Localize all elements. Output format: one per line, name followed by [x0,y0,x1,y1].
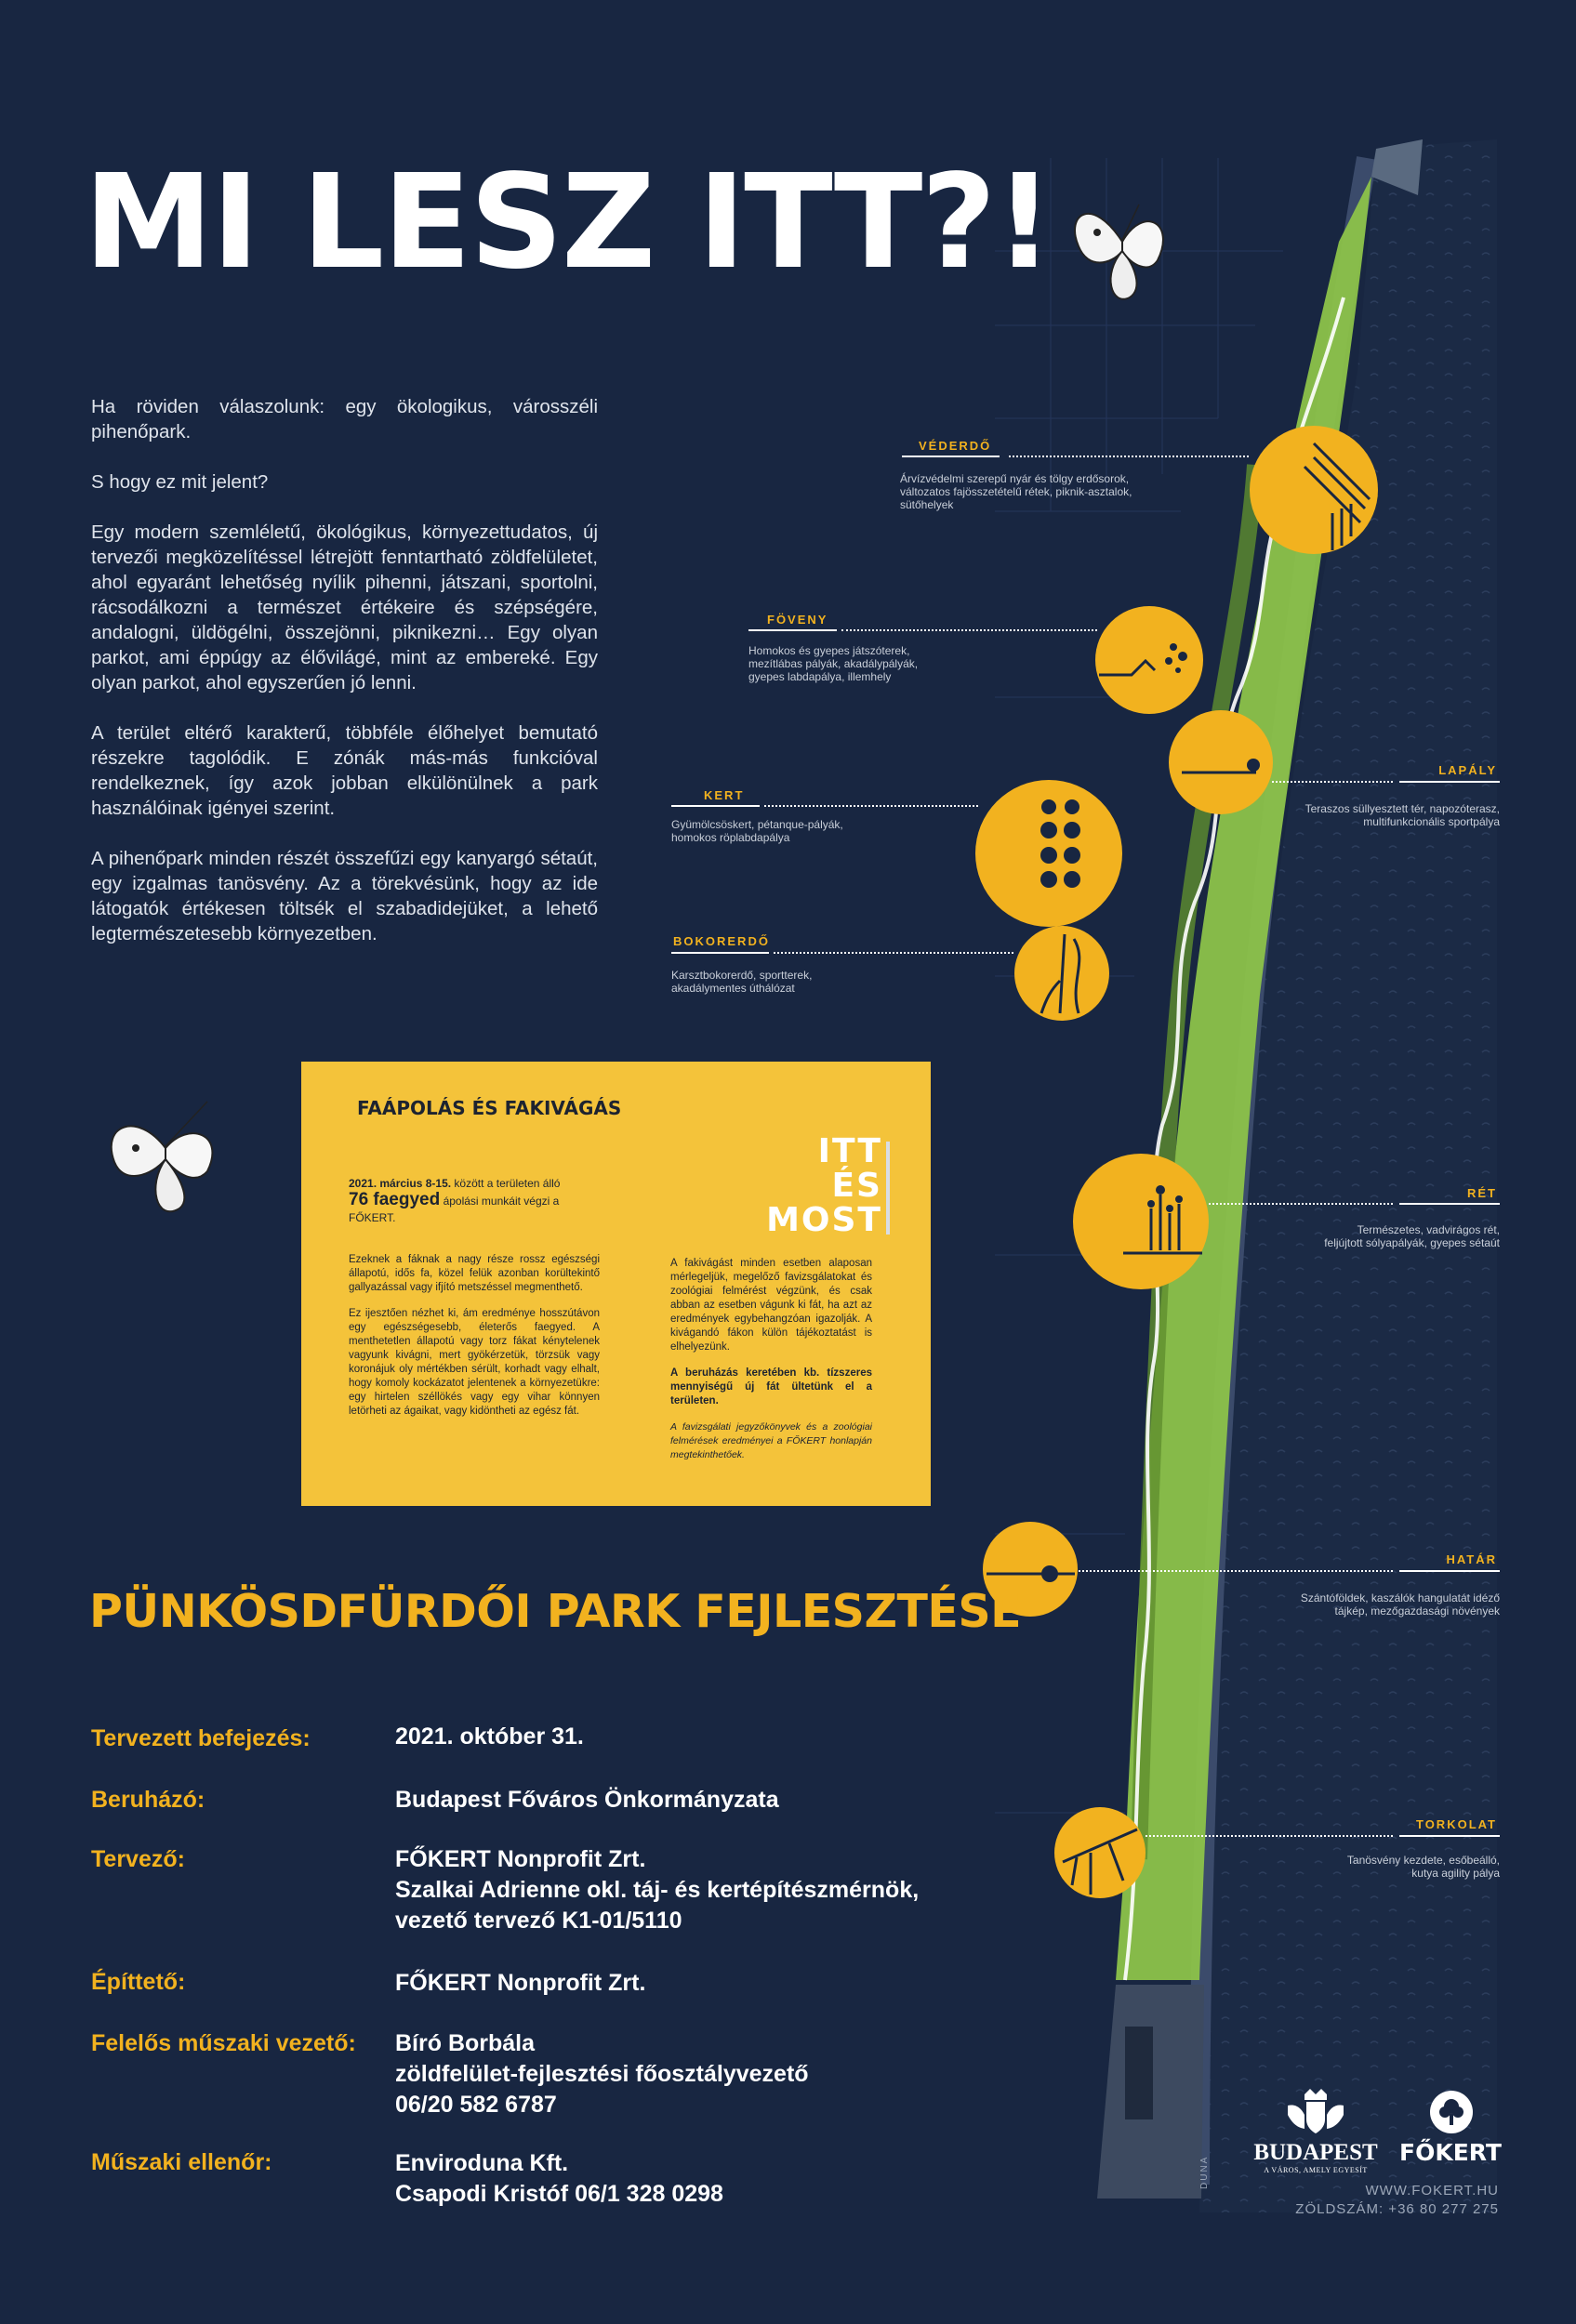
zone-kert-underline [671,805,760,807]
itt-divider [886,1142,890,1235]
intro-paragraph-5: A pihenőpark minden részét összefűzi egy kanyargó sétaút, egy izgalmas tanösvény. Az a törekvésünk, hogy az ide látogatók értékesen töltsék el szabadidejüket, a lehető legtermészetesebb környezetben. [91,848,598,944]
zone-vederdo-underline [902,456,1000,457]
zone-kert-title: KERT [704,788,745,802]
intro-text [91,394,598,971]
notice-date [349,1175,600,1226]
zone-ret-underline [1399,1203,1500,1205]
intro-paragraph-3: Egy modern szemléletű, ökológikus, környezettudatos, új tervezői megközelítéssel létrejött fenntartható zöldfelületet, ahol egyaránt lehetőség nyílik pihenni, játszani, sportolni, rácsodálkozni a természet értékeire és szépségére, andalogni, üldögélni, összejönni, piknikezni… Egy olyan parkot, ami éppúgy az élővilágé, mint az embereké. Egy olyan parkot, ahol egyszerűen jó lenni. [91,522,598,693]
park-title: PÜNKÖSDFÜRDŐI PARK FEJLESZTÉSE [89,1585,1022,1638]
budapest-logo-text: BUDAPEST [1253,2140,1378,2165]
zone-torkolat-leader [1146,1835,1393,1837]
butterfly-illustration-left [91,1092,245,1232]
completion-label: Tervezett befejezés: [91,1725,311,1751]
manager-value: Bíró Borbála zöldfelület-fejlesztési főosztályvezető 06/20 582 6787 [395,2030,809,2118]
zone-kert-leader [764,805,978,807]
zone-foveny-leader [841,629,1097,631]
notice-right-paragraph-1: A fakivágást minden esetben alaposan mérlegeljük, megelőző favizsgálatokat és zoológiai felmérést végzünk, és csak abban az esetben vágunk ki fát, ha azt az eredmények egybehangzóan igazolják. A kivágandó fákon külön tájékoztatást is elhelyezünk. [670,1258,872,1353]
notice-title: FAÁPOLÁS ÉS FAKIVÁGÁS [357,1097,622,1119]
notice-count-rest: ápolási munkáit végzi a FŐKERT. [349,1195,560,1224]
notice-date-rest: között a területen álló [451,1177,561,1190]
zone-ret-leader [1209,1203,1393,1205]
most-label: MOST [766,1201,882,1239]
tree-care-notice [301,1062,931,1506]
zone-foveny-desc: Homokos és gyepes játszóterek, mezítlábas pályák, akadálypályák, gyepes labdapálya, illemhely [748,644,919,683]
designer-label: Tervező: [91,1846,185,1872]
zone-lapaly-underline [1399,781,1500,783]
river-label: DUNA [1199,2155,1210,2189]
kert-zone-icon [974,779,1123,928]
notice-left-paragraph-1: Ezeknek a fáknak a nagy része rossz egészségi állapotú, idős fa, közel felük azonban korültekintő gallyazással vagy ifjító metszéssel megmenthető. [349,1254,600,1293]
builder-value: FŐKERT Nonprofit Zrt. [395,1970,646,1996]
zone-ret-title: RÉT [1467,1186,1497,1200]
zone-ret-desc: Természetes, vadvirágos rét, feljújtott sólyapályák, gyepes sétaút [1324,1223,1500,1249]
notice-date-bold: 2021. március 8-15. [349,1177,452,1190]
notice-left-column [349,1253,600,1431]
zone-hatar-underline [1399,1570,1500,1572]
budapest-logo-tagline: A VÁROS, AMELY EGYESÍT [1264,2166,1368,2174]
notice-left-paragraph-2: Ez ijesztően nézhet ki, ám eredménye hosszútávon egy egészségesebb, életerős faegyed. A menthetetlen állapotú vagy torz fákat kénytelenek vagyunk kivágni, mert gyökérzetük, törzsük vagy koronájuk oly mértékben sérült, korhadt vagy elhalt, hogy komoly kockázatot jelentenek a környezetükre: egy hirtelen széllökés vagy egy vihar könnyen letörheti az ágaikat, vagy kidöntheti az egész fát. [349,1308,600,1417]
ret-zone-icon [1072,1153,1210,1290]
lapaly-zone-icon [1168,709,1274,815]
notice-right-paragraph-3: A favizsgálati jegyzőkönyvek és a zoológiai felmérések eredményei a FŐKERT honlapján megtekinthetőek. [670,1421,872,1460]
budapest-crest-icon [1278,2087,1353,2138]
bokorerdo-zone-icon [1013,925,1110,1022]
zone-foveny-title: FÖVENY [767,613,828,627]
notice-right-column [670,1257,872,1474]
zone-lapaly-desc: Teraszos süllyesztett tér, napozóterasz, multifunkcionális sportpálya [1305,802,1500,828]
page-title: MI LESZ ITT?! [84,147,1053,298]
torkolat-zone-icon [1053,1806,1146,1899]
notice-count-bold: 76 faegyed [349,1190,441,1209]
completion-value: 2021. október 31. [395,1723,584,1750]
zone-bokorerdo-underline [671,952,769,954]
website-link[interactable]: WWW.FOKERT.HU [1365,2183,1499,2199]
zone-hatar-desc: Szántóföldek, kaszálók hangulatát idéző tájkép, mezőgazdasági növények [1300,1591,1500,1618]
foveny-zone-icon [1094,605,1204,715]
green-number: ZÖLDSZÁM: +36 80 277 275 [1295,2201,1499,2217]
manager-label: Felelős műszaki vezető: [91,2030,356,2056]
zone-lapaly-title: LAPÁLY [1438,763,1497,777]
fokert-logo-text: FŐKERT [1399,2139,1502,2166]
zone-bokorerdo-desc: Karsztbokorerdő, sportterek, akadálymentes úthálózat [671,969,813,995]
zone-torkolat-desc: Tanösvény kezdete, esőbeálló, kutya agility pálya [1346,1854,1500,1880]
zone-lapaly-leader [1272,781,1393,783]
zone-foveny-underline [748,629,837,631]
itt-label: ITT [817,1132,882,1170]
vederdo-zone-icon [1249,425,1379,555]
zone-kert-desc: Gyümölcsöskert, pétanque-pályák, homokos röplabdapálya [671,818,843,844]
zone-torkolat-title: TORKOLAT [1415,1817,1497,1831]
itt-es-most-label [757,1134,882,1237]
inspector-value: Enviroduna Kft. Csapodi Kristóf 06/1 328 0298 [395,2150,723,2207]
zone-vederdo-title: VÉDERDŐ [919,439,992,453]
zone-hatar-leader [1079,1570,1393,1572]
inspector-label: Műszaki ellenőr: [91,2149,272,2175]
notice-right-paragraph-2: A beruházás keretében kb. tízszeres mennyiségű új fát ültetünk el a területen. [670,1367,872,1406]
investor-value: Budapest Főváros Önkormányzata [395,1787,779,1813]
intro-paragraph-2: S hogy ez mit jelent? [91,471,269,493]
zone-vederdo-leader [1009,456,1249,457]
intro-paragraph-4: A terület eltérő karakterű, többféle élőhelyet bemutató részekre tagolódik. E zónák más-más funkcióval rendelkeznek, így azok jobban elkülönülnek a park használóinak igényei szerint. [91,722,598,819]
designer-value: FŐKERT Nonprofit Zrt. Szalkai Adrienne okl. táj- és kertépítészmérnök, vezető tervező K1-01/5110 [395,1846,920,1934]
zone-torkolat-underline [1399,1835,1500,1837]
zone-bokorerdo-title: BOKORERDŐ [673,934,770,948]
butterfly-illustration-top [1065,186,1181,311]
fokert-tree-icon [1429,2090,1474,2134]
es-label: ÉS [831,1167,882,1205]
zone-hatar-title: HATÁR [1446,1552,1497,1566]
intro-paragraph-1: Ha röviden válaszolunk: egy ökologikus, városszéli pihenőpark. [91,396,598,442]
zone-bokorerdo-leader [774,952,1013,954]
builder-label: Építtető: [91,1969,186,1995]
zone-vederdo-desc: Árvízvédelmi szerepű nyár és tölgy erdősorok, változatos fajösszetételű rétek, piknik-asztalok, sütőhelyek [900,472,1132,511]
investor-label: Beruházó: [91,1787,205,1813]
